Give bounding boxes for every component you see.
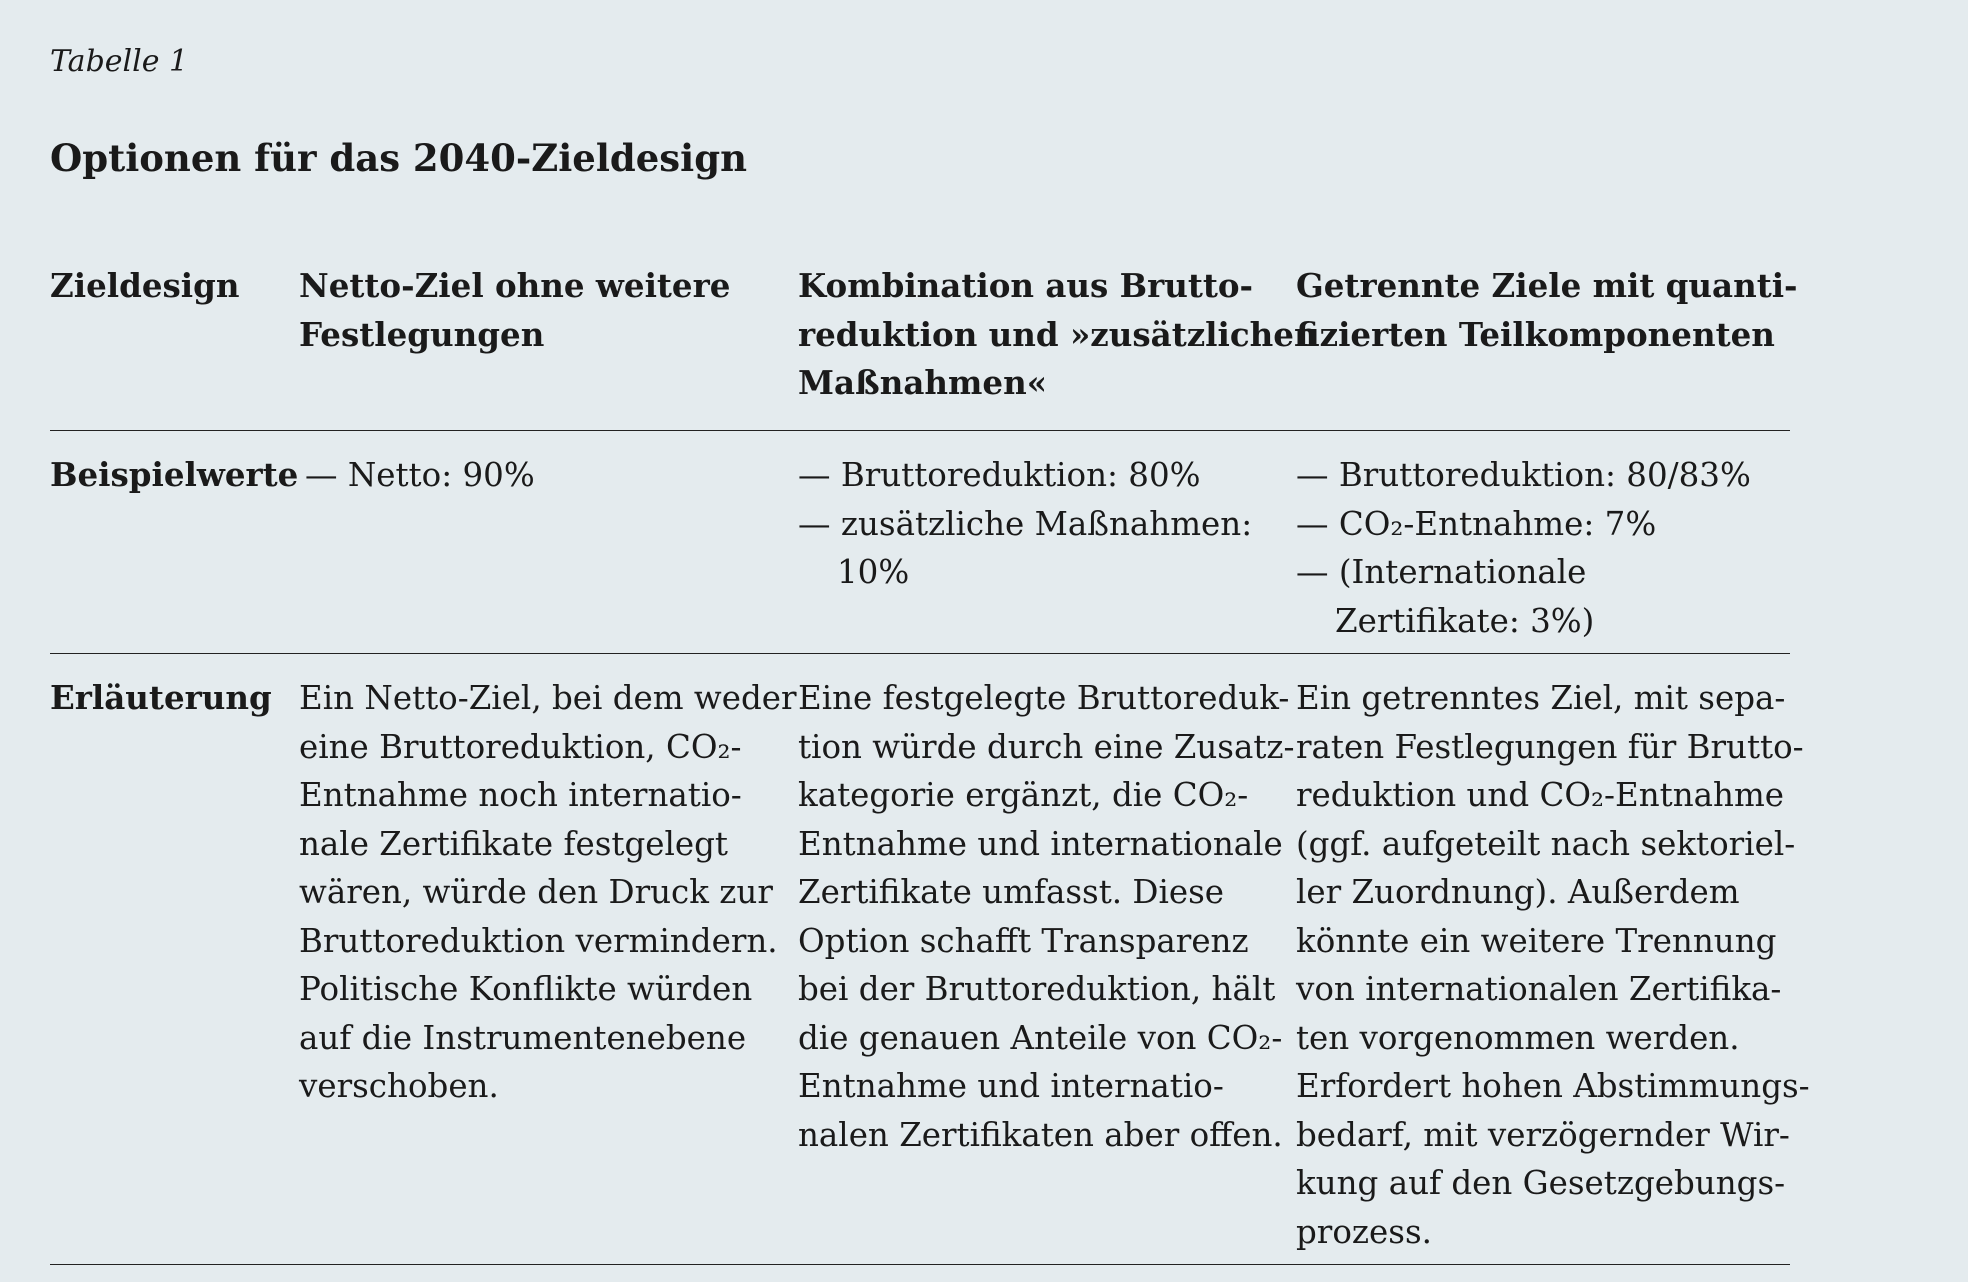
text-line: ten vorgenommen werden.	[1296, 1018, 1740, 1057]
table-row-erlaeuterung	[50, 654, 1810, 1265]
text-line: Ein Netto-Ziel, bei dem weder	[299, 679, 797, 717]
header-text-line: reduktion und »zusätzlichen	[798, 314, 1318, 354]
table-header-row	[50, 262, 1798, 431]
text-line: von internationalen Zertifika-	[1296, 970, 1782, 1008]
text-line: verschoben.	[299, 1067, 499, 1105]
header-text-line: Kombination aus Brutto-	[798, 266, 1254, 305]
row-label-beispielwerte: Beispielwerte	[50, 455, 299, 494]
text-line: Erfordert hohen Abstimmungs-	[1296, 1067, 1810, 1105]
header-getrennte-ziele	[1296, 262, 1798, 430]
text-line: wären, würde den Druck zur	[299, 873, 773, 911]
list-item: — Netto: 90%	[305, 456, 535, 494]
list-item: — Bruttoreduktion: 80/83%	[1296, 456, 1751, 494]
table-row-beispielwerte	[50, 431, 1790, 654]
header-kombination	[798, 262, 1318, 430]
options-table	[50, 262, 1810, 1265]
example-kombination	[798, 431, 1296, 653]
text-line: bei der Bruttoreduktion, hält	[798, 970, 1276, 1008]
text-line: tion würde durch eine Zusatz-	[798, 727, 1295, 766]
text-line: Option schafft Transparenz	[798, 921, 1249, 960]
explanation-getrennte-ziele	[1296, 654, 1810, 1264]
text-line: Zertifikate umfasst. Diese	[798, 873, 1225, 911]
list-item: — Bruttoreduktion: 80%	[798, 456, 1201, 494]
example-netto	[299, 431, 798, 653]
text-line: kategorie ergänzt, die CO₂-	[798, 776, 1249, 814]
text-line: nale Zertifikate festgelegt	[299, 824, 728, 863]
header-netto-ziel	[299, 262, 798, 430]
text-line: Politische Konflikte würden	[299, 970, 753, 1008]
text-line: raten Festlegungen für Brutto-	[1296, 727, 1804, 766]
header-text-line: Getrennte Ziele mit quanti-	[1296, 266, 1798, 305]
header-text-line: fizierten Teilkomponenten	[1296, 314, 1775, 354]
text-line: Eine festgelegte Bruttoreduk-	[798, 679, 1290, 717]
text-line: bedarf, mit verzögernder Wir-	[1296, 1115, 1790, 1154]
header-text-line: Festlegungen	[299, 314, 545, 354]
header-text-line: Maßnahmen«	[798, 363, 1048, 402]
header-zieldesign: Zieldesign	[50, 266, 240, 305]
text-line: (ggf. aufgeteilt nach sektoriel-	[1296, 824, 1796, 863]
text-line: die genauen Anteile von CO₂-	[798, 1018, 1283, 1057]
text-line: Bruttoreduktion vermindern.	[299, 921, 778, 960]
text-line: eine Bruttoreduktion, CO₂-	[299, 727, 742, 766]
list-item: — (Internationale	[1296, 553, 1587, 591]
explanation-kombination	[798, 654, 1296, 1264]
text-line: reduktion und CO₂-Entnahme	[1296, 776, 1785, 814]
text-line: ler Zuordnung). Außerdem	[1296, 873, 1740, 911]
text-line: auf die Instrumentenebene	[299, 1018, 747, 1057]
list-item: — zusätzliche Maßnahmen:	[798, 504, 1253, 543]
text-line: Entnahme und internatio-	[798, 1067, 1224, 1105]
text-line: nalen Zertifikaten aber offen.	[798, 1115, 1283, 1154]
list-item: — CO₂-Entnahme: 7%	[1296, 504, 1657, 543]
row-label-erlaeuterung: Erläuterung	[50, 678, 272, 717]
text-line: Entnahme und internationale	[798, 824, 1283, 863]
text-line: Ein getrenntes Ziel, mit sepa-	[1296, 679, 1786, 717]
text-line: Entnahme noch internatio-	[299, 776, 742, 814]
header-text-line: Netto-Ziel ohne weitere	[299, 266, 731, 305]
text-line: könnte ein weitere Trennung	[1296, 921, 1777, 960]
list-item-continuation: Zertifikate: 3%)	[1335, 601, 1595, 640]
table-title: Optionen für das 2040-Zieldesign	[50, 136, 747, 180]
list-item-continuation: 10%	[837, 553, 910, 591]
text-line: kung auf den Gesetzgebungs-	[1296, 1164, 1786, 1202]
text-line: prozess.	[1296, 1212, 1432, 1251]
explanation-netto	[299, 654, 798, 1264]
example-getrennte-ziele	[1296, 431, 1790, 653]
table-label: Tabelle 1	[50, 44, 189, 79]
